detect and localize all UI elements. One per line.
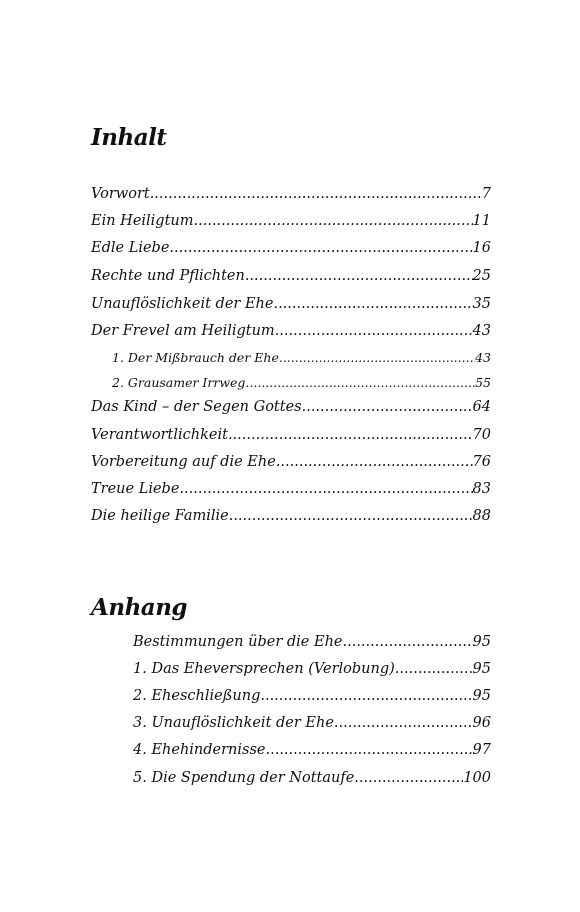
toc-entry-title: Unauflöslichkeit der Ehe [91, 296, 274, 312]
dot-leader [179, 481, 472, 497]
toc-entry-title: Rechte und Pflichten [91, 268, 245, 284]
toc-entry-verantwortlichkeit[interactable] [91, 427, 491, 443]
toc-entry-title: Vorbereitung auf die Ehe [91, 454, 276, 470]
appendix-entry-unaufloeslichkeit[interactable] [133, 715, 491, 731]
appendix-heading: Anhang [91, 594, 187, 621]
dot-leader [273, 296, 472, 312]
toc-entry-page: 95 [472, 661, 491, 677]
toc-entry-title: Treue Liebe [91, 481, 180, 497]
toc-entry-page: 43 [472, 323, 491, 339]
dot-leader [194, 213, 473, 229]
toc-entry-title: 1. Das Eheversprechen (Verlobung) [133, 661, 395, 677]
toc-entry-ein-heiligtum[interactable] [91, 213, 491, 229]
contents-heading: Inhalt [91, 124, 167, 151]
dot-leader [228, 427, 473, 443]
dot-leader [266, 742, 473, 758]
toc-entry-title: Der Frevel am Heiligtum [91, 323, 275, 339]
toc-entry-page: 43 [475, 350, 491, 365]
dot-leader [245, 375, 475, 390]
toc-entry-title: Edle Liebe [91, 240, 170, 256]
toc-entry-page: 70 [472, 427, 491, 443]
toc-subentry-missbrauch[interactable] [112, 350, 491, 365]
dot-leader [276, 454, 473, 470]
toc-entry-page: 100 [463, 770, 491, 786]
appendix-entry-ehehindernisse[interactable] [133, 742, 491, 758]
dot-leader [354, 770, 463, 786]
dot-leader [395, 661, 473, 677]
toc-entry-title: Bestimmungen über die Ehe [133, 634, 343, 650]
toc-entry-page: 25 [472, 268, 491, 284]
toc-entry-page: 97 [472, 742, 491, 758]
appendix-entry-nottaufe[interactable] [133, 770, 491, 786]
dot-leader [302, 399, 473, 415]
toc-entry-title: 2. Eheschließung [133, 688, 261, 704]
toc-entry-title: 5. Die Spendung der Nottaufe [133, 770, 355, 786]
toc-entry-title: Die heilige Familie [91, 508, 229, 524]
toc-entry-page: 16 [472, 240, 491, 256]
toc-entry-unaufloeslichkeit[interactable] [91, 296, 491, 312]
dot-leader [275, 323, 473, 339]
toc-entry-title: 4. Ehehindernisse [133, 742, 266, 758]
toc-entry-treue-liebe[interactable] [91, 481, 491, 497]
dot-leader [229, 508, 473, 524]
dot-leader [245, 268, 473, 284]
toc-entry-page: 76 [472, 454, 491, 470]
toc-entry-title: Vorwort [91, 186, 150, 202]
toc-entry-title: 2. Grausamer Irrweg [112, 375, 246, 390]
toc-entry-rechte-und-pflichten[interactable] [91, 268, 491, 284]
appendix-entry-eheschliessung[interactable] [133, 688, 491, 704]
toc-entry-title: Verantwortlichkeit [91, 427, 228, 443]
dot-leader [260, 688, 472, 704]
toc-entry-page: 7 [481, 186, 491, 202]
dot-leader [279, 350, 475, 365]
toc-entry-vorwort[interactable] [91, 186, 491, 202]
dot-leader [169, 240, 472, 256]
toc-entry-page: 11 [472, 213, 491, 229]
toc-entry-page: 64 [472, 399, 491, 415]
toc-entry-das-kind[interactable] [91, 399, 491, 415]
toc-entry-page: 55 [475, 375, 491, 390]
toc-entry-title: 1. Der Mißbrauch der Ehe [112, 350, 279, 365]
toc-entry-title: Ein Heiligtum [91, 213, 194, 229]
toc-entry-heilige-familie[interactable] [91, 508, 491, 524]
toc-entry-page: 96 [472, 715, 491, 731]
toc-subentry-grausamer-irrweg[interactable] [112, 375, 491, 390]
toc-entry-frevel-am-heiligtum[interactable] [91, 323, 491, 339]
toc-entry-page: 95 [472, 688, 491, 704]
toc-entry-page: 88 [472, 508, 491, 524]
toc-entry-vorbereitung[interactable] [91, 454, 491, 470]
toc-entry-edle-liebe[interactable] [91, 240, 491, 256]
appendix-entry-bestimmungen[interactable] [133, 634, 491, 650]
appendix-entry-eheversprechen[interactable] [133, 661, 491, 677]
dot-leader [343, 634, 473, 650]
toc-entry-title: Das Kind – der Segen Gottes [91, 399, 302, 415]
toc-entry-page: 83 [472, 481, 491, 497]
toc-entry-page: 95 [472, 634, 491, 650]
toc-entry-page: 35 [472, 296, 491, 312]
toc-entry-title: 3. Unauflöslichkeit der Ehe [133, 715, 334, 731]
dot-leader [150, 186, 482, 202]
dot-leader [334, 715, 473, 731]
